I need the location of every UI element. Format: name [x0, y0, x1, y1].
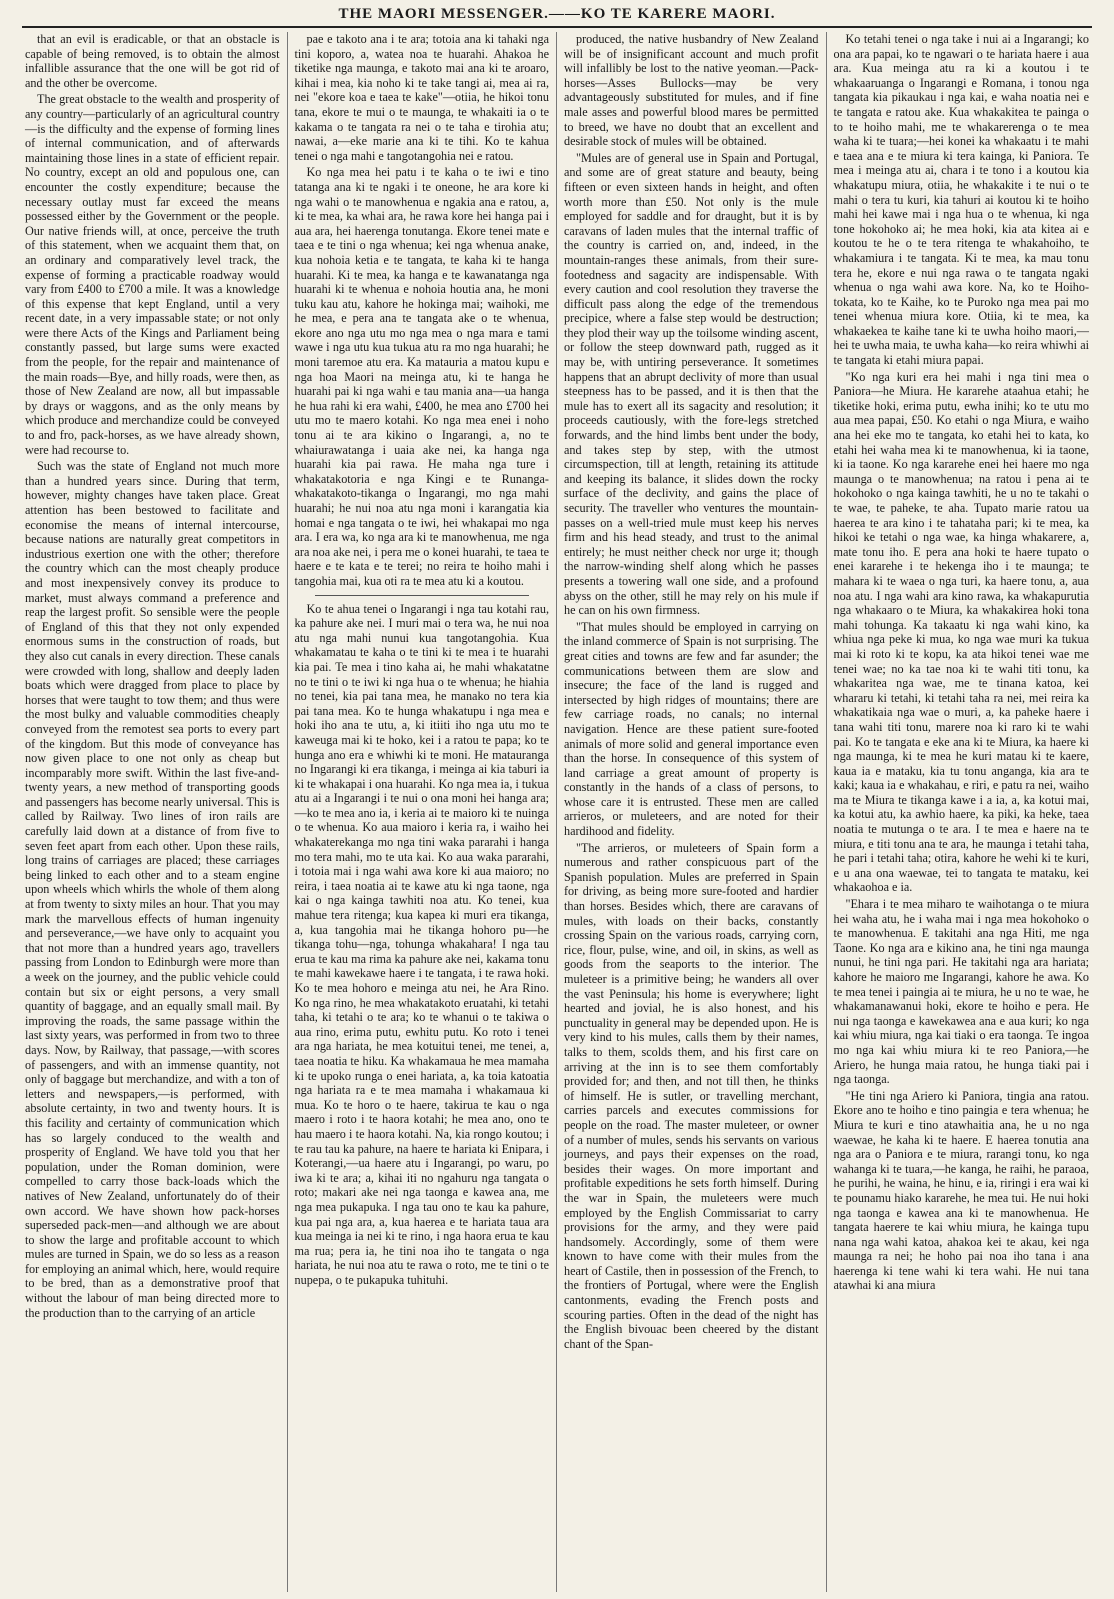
paragraph: The great obstacle to the wealth and prosperity of any country—particularly of an agricultural country—is the difficulty and the expense of forming lines of internal communication, and of afterwards maintaining those lines in a state of efficient repair. No country, except an old and populous one, can encounter the costly expenditure; because the necessary outlay must far exceed the means possessed either by the Government or the people. Our native friends will, at once, perceive the truth of this statement, when we acquaint them that, on an ordinary and comparatively level track, the expense of forming a practicable roadway would vary from £400 to £700 a mile. It was a knowledge of this expense that kept England, until a very recent date, in a very impassable state; or not only were there Acts of the Kings and Parliament being constantly passed, but large sums were exacted from the people, for the repair and maintenance of the main roads—Bye, and hilly roads, were then, as those of New Zealand are now, all but impassable by drays or waggons, and as the only means by which produce and merchandize could be conveyed to and fro, pack-horses, as we have already shown, were had recourse to. [25, 92, 280, 457]
paragraph: Ko te ahua tenei o Ingarangi i nga tau kotahi rau, ka pahure ake nei. I muri mai o tera wa, he nui noa atu nga mahi nunui kua tangotangohia. Kua whakamatau te kaha o te tini ki te mea i te huarahi kia pai. Te mea i tino kaha ai, he mahi whakatatne no te tini o te iwi ki nga hua o te whenua; he hiahia no tenei, kia pai tana mea, he manako no tera kia pai tana mea. Ko te hunga whakatupu i nga mea e hoki iho ana te utu, a, ki itiiti iho nga utu mo te kaweuga mai ki te hoko, kei i a ratou te papa; ko te hunga ano era e whiwhi ki te moni. He matauranga no Ingarangi ki era tikanga, i meinga ai kia taburi ia ki te whakapai i ona huarahi. Ko nga mea ia, i tukua atu ai a Ingarangi i te nui o ona moni hei hanga ara;—ko te mea ano ia, i keria ai te maioro ki te nuinga o te whenua. Ko aua maioro i keria ra, i waiho hei whakaterekanga mo nga tini waka pararahi i hanga mo tera mahi, mo te uta kai. Ko aua waka pararahi, i totoia mai i nga wahi awa kore ki aua maioro; no reira, i taea noatia ai te kawe atu ki nga taone, nga kai o nga kainga tawhiti noa atu. Ko tenei, kua mahue tera ritenga; kua kapea ki muri era tikanga, a, kua tangohia mai he tikanga hohoro pu—he tikanga tohu—nga, tohunga whakahara! I nga tau erua te kau ma rima ka pahure ake nei, kakama tonu te mahi kawekawe haere i te tangata, i te rawa hoki. Ko te mea hohoro e meinga atu nei, he Ara Rino. Ko nga rino, he mea whakatakoto eruatahi, ki tetahi taha, ki tetahi o te ara; ko te whanui o te takiwa o aua rino, erima putu, ewhitu putu. Ko roto i tenei ara nga hariata, he mea kotuitui tenei, me tenei, a, taea noatia te hiku. Ka whakamaua he mea mamaha ki te upoko runga o enei hariata, a, ka toia katoatia nga hariata ra e te mea mamaha i whakamaua ki mua. Ko te horo o te haere, takirua te kau o nga maero i roto i te haora kotahi; he mea ano, ono te hau maero i te haora kotahi. Na, kia rongo koutou; i te rau tau ka pahure, na haere te hariata ki Enipara, i Koterangi,—ua haere atu i Ingarangi, po waru, po iwa ki te ara; a, kihai iti no ngahuru nga tangata o roto; makari ake nei nga taonga e kawea ana, me nga mea pukapuka. I nga tau ono te kau ka pahure, kua pai nga ara, a, kua haerea e te hariata taua ara kua meinga ia nei ki te rino, i nga haora erua te kau ma rua; pera ia, he tini noa iho te tangata o nga hariata, he nui noa atu te rawa o roto, me te tini o te nupepa, o te pukapuka tuhituhi. [294, 601, 549, 1287]
paragraph: "Mules are of general use in Spain and Portugal, and some are of great stature and beauty, being fifteen or even sixteen hands in height, and often worth more than £50. Not only is the mule employed for saddle and for draught, but it is by caravans of laden mules that the internal traffic of the country is carried on, and, indeed, in the mountain-ranges these animals, from their sure-footedness and sagacity are indispensable. With every caution and cool resolution they traverse the difficult pass along the edge of the tremendous precipice, where a false step would be destruction; they plod their way up the toilsome winding ascent, or follow the steep downward path, rugged as it may be, with untiring perseverance. It sometimes happens that an abrupt declivity of more than usual steepness has to be passed, and it is then that the mule has to exert all its sagacity and resolution; it proceeds cautiously, with the fore-legs stretched forwards, and the hind limbs bent under the body, and takes step by step, with the utmost circumspection, till at length, retaining its attitude and keeping its balance, it slides down the rocky surface of the declivity, and gains the place of security. The traveller who ventures the mountain-passes on a well-tried mule must keep his nerves firm and his head steady, and trust to the animal entirely; he must neither check nor urge it; though the narrow-winding shelf along which he passes presents a towering wall one side, and a profound abyss on the other, still he may rely on his mule if he can on his own firmness. [564, 150, 819, 618]
paragraph: Such was the state of England not much more than a hundred years since. During that term, however, mighty changes have taken place. Great attention has been bestowed to facilitate and economise the means of internal intercourse, because nations are naturally great competitors in industrious exertion one with the other; therefore the country which can the most cheaply produce and most inexpensively convey its produce to market, must always command a preference and reap the largest profit. So sensible were the people of England of this that they not only expended enormous sums in the construction of roads, but they also cut canals in every direction. These canals were crowded with long, shallow and deeply laden boats which were dragged from place to place by horses that were taught to tow them; and thus were the most bulky and valuable commodities cheaply conveyed from the remotest sea ports to every part of the kingdom. But this mode of conveyance has now given place to one not only as cheap but incomparably more swift. Within the last five-and-twenty years, a new method of transporting goods and passengers has become nearly universal. This is called by Railway. Two lines of iron rails are carefully laid down at a distance of from five to seven feet apart from each other. Upon these rails, long trains of carriages are placed; these carriages being linked to each other and to a steam engine upon wheels which whirls the whole of them along at from twenty to sixty miles an hour. That you may mark the marvellous effects of human ingenuity and perseverance,—we have only to acquaint you that not more than a hundred years ago, travellers passing from London to Edinburgh were more than a week on the journey, and the public vehicle could contain but six or eight persons, a very small quantity of baggage, and an equally small mail. By improving the roads, the same passage within the last sixty years, was performed in from two to three days. Now, by Railway, that passage,—with scores of passengers, and with an immense quantity, not only of baggage but merchandize, and with a ton of letters and newspapers,—is performed, with absolute certainty, in two and twenty hours. It is this facility and certainty of communication which has so largely conduced to the wealth and prosperity of England. We have told you that her population, under the Roman dominion, were compelled to carry those back-loads which the natives of New Zealand, unfortunately do of their own accord. We have shown how pack-horses superseded pack-men—and although we are about to show the large and profitable account to which mules are turned in Spain, we do so less as a reason for employing an animal which, here, would require to be bred, than as a demonstrative proof that without the labour of man being directed more to the production than to the carrying of an article [25, 459, 280, 1320]
paragraph: "That mules should be employed in carrying on the inland commerce of Spain is not surprising. The great cities and towns are few and far asunder; the communications between them are slow and insecure; the face of the land is rugged and intersected by high ridges of mountains; there are few carriage roads, no canals; no internal navigation. Hence are these patient sure-footed animals of more solid and general importance even than the horse. In consequence of this system of land carriage a great amount of property is constantly in the hands of a class of persons, to whose care it is entrusted. These men are called arrieros, or muleteers, and are noted for their hardihood and fidelity. [564, 619, 819, 839]
paragraph: Ko tetahi tenei o nga take i nui ai a Ingarangi; ko ona ara papai, ko te ngawari o te hariata haere i aua ara. Kua meinga atu ra ki a koutou i te whakaaruanga o Ingarangi e Romana, i tonou nga tangata kia pikaukau i nga kai, e waha noatia nei e te tangata e ratou ake. Kua whakakitea te painga o to te hoiho mahi, me te whakarerenga o te mea waha ki te tuara;—hei konei ka whakaatu i te mahi e taea ana e te miura ki tera kainga, ki Paniora. Te mea i meinga atu ai, chara i te tono i a koutou kia whakatupu miura, otiia, he whakakite i te nui o te mahi o tera tu kuri, kia tahuri ai koutou ki te hoiho mahi hei kawe mai i nga hua o te whenua, ki nga tone hokohoko ai; he mea hoki, kia ata kitea ai e koutou te he o te tera ritenga te whakahoiho, te whakamiura i te tangata. Ki te mea, ka mau tonu tera he, ekore e nui nga rawa o te tangata ngaki whenua o nga wahi awa kore. Na, ko te Hoiho-tokata, ko te Kaihe, ko te Puroko nga mea pai mo tenei whenua miura kore. Otiia, ki te mea, ka whakaekea te kaihe tane ki te uwha hoiho maori,—hei te uwha maia, te uwha kaha—ko reira whiwhi ai te tangata ki etahi miura papai. [833, 32, 1089, 368]
paragraph: "Ko nga kuri era hei mahi i nga tini mea o Paniora—he Miura. He kararehe ataahua etahi; he tiketike hoki, erima putu, ewha inihi; ko te utu mo aua mea papai, £50. Ko etahi o nga Miura, e waiho ana hei eke mo te tangata, ko etahi hei to kata, ko etahi hei waha mea ki te manowhenua, ki ia taone, ki ia taone. Ko nga kararehe enei hei haere mo nga maunga o te manowhenua; na ratou i pena ai te hokohoko o nga kainga tawhiti, he u no te takahi o te wae, te paheke, te aha. Tupato marie ratou ua haerea te ara kino i te tahataha pari; ki te mea, ka hikoi ke tetahi o nga wae, ka hinga whakarere, a, mate tonu iho. E pera ana hoki te haere tupato o enei kararehe i te hekenga iho i te maunga; te mahara ki te waea o nga turi, ka haere tonu, a, aua noa atu. I nga wahi ara kino rawa, ka whakapurutia nga whakaaro o te Miura, ka whakakirea hoki tona mahi tohunga. Ka takaatu ki nga wahi kino, ka whiua nga peke ki mua, ko nga wae muri ka tukua mai ki roto ki te kopu, ka ata hikoi tenei wae me tenei wae; no ka tae noa ki te wahi titi tonu, ka whakaritea nga wae, me te tinana katoa, kei whararu ki tetahi, ki tetahi taha ra nei, mei reira ka whakatikaia nga wae o muri, a, ka paheke haere i tana wahi titi tonu, marere noa ki raro ki te wahi pai. Ko te tangata e eke ana ki te Miura, ka haere ki nga maunga, ki te mea he kuri matau ki te kaere, kaua ia e mataku, kia tu tonu anganga, kia ara te kaki; kaua ia e whakahau, e riri, e patu ra nei, waiho ma te Miura te tikanga kawe i a ia, a, ka kotui mai, ka kotui atu, ka awhio haere, ka piki, ka heke, taea noatia te mutunga o te ara. I te mea e haere na te miura, e titi tonu ana te ara, he maunga i tetahi taha, he pari i tetahi taha; otira, kahore he wehi ki te kuri, e u ana ona waewae, tei to tangata te mataku, kei whakaohoa e ia. [833, 369, 1089, 895]
paragraph: "Ehara i te mea miharo te waihotanga o te miura hei waha atu, he i waha mai i nga mea hokohoko o te manowhenua. E takitahi ana nga Hiti, me nga Taone. Ko nga ara e kikino ana, he tini nga maunga nunui, he tini nga pari. He takitahi nga ara hariata; kahore he maioro me Ingarangi, kahore he awa. Ko te mea tenei i paingia ai te miura, he u no te wae, he whakamanawanui hoki, ekore te hoiho e pera. He nui nga taonga e kawekawea ana e aua kuri; ko nga kai whiu miura, nga kai tiaki o era taonga. Te ingoa mo nga kai whiu miura ki te reo Paniora,—he Ariero, he hunga maia ratou, he hunga tiaki pai i nga taonga. [833, 897, 1089, 1087]
section-divider [315, 595, 530, 596]
paragraph: produced, the native husbandry of New Zealand will be of insignificant account and much profit will infallibly be lost to the native yeoman.—Pack-horses—Asses Bullocks—may be very advantageously substituted for mules, and if fine male asses and powerful blood mares be permitted to breed, we have no doubt that an excellent and desirable stock of mules will be obtained. [564, 32, 819, 149]
column-1 [18, 32, 288, 1592]
paragraph: "He tini nga Ariero ki Paniora, tingia ana ratou. Ekore ano te hoiho e tino paingia e tera whenua; he Miura te kuri e tino atawhaitia ana, he u no nga waewae, he kaha ki te haere. E haerea tonutia ana nga ara o Paniora e te miura, rarangi tonu, ko nga wahanga ki te tuara,—he kanga, he raihi, he paraoa, he purihi, he waina, he hinu, e ia, riringi i era wai ki te pounamu hiako kararehe, he mea tui. He nui hoki nga taonga e kawea ana ki te manowhenua. He tangata haerere te kai whiu miura, he kainga tupu nana nga wahi katoa, ahakoa kei te akau, kei nga maunga ra nei; he hoho pai noa iho tana i ana haerenga ki tene wahi ki tera wahi. He nui tana atawhai ki ana miura [833, 1088, 1089, 1293]
paragraph: "The arrieros, or muleteers of Spain form a numerous and rather conspicuous part of the Spanish population. Mules are preferred in Spain for driving, as being more sure-footed and hardier than horses. Besides which, there are caravans of mules, with loads on their backs, constantly crossing Spain on the various roads, carrying corn, rice, flour, pulse, wine, and oil, in skins, as well as goods from the seaports to the interior. The muleteer is a primitive being; he wanders all over the vast Peninsula; his home is everywhere; light hearted and jovial, he is also honest, and his punctuality in general may be depended upon. He is very kind to his mules, calls them by their names, talks to them, scolds them, and his first care on arriving at the inn is to see them comfortably provided for; and then, and not till then, he thinks of himself. He is sutler, or travelling merchant, carries parcels and executes commissions for people on the road. The master muleteer, or owner of a number of mules, sends his servants on various journeys, and pays their expenses on the road, besides their wages. On more important and profitable expeditions he sets forth himself. During the war in Spain, the muleteers were much employed by the English Commissariat to carry provisions for the army, and they were paid handsomely. Accordingly, some of them were known to have come with their mules from the heart of Castile, then in possession of the French, to the frontiers of Portugal, where were the English cantonments, evading the French posts and scouring parties. Often in the dead of the night has the English bivouac been cheered by the distant chant of the Span- [564, 840, 819, 1351]
column-3 [557, 32, 827, 1592]
column-4 [827, 32, 1097, 1592]
paragraph: pae e takoto ana i te ara; totoia ana ki tahaki nga tini koporo, a, watea noa te huarahi. Ahakoa he tiketike nga maunga, e takoto mai ana ki te aroaro, kihai i mea, kia noho ki te take tangi ai, mea ai ra, nei "ekore koa e taea te kake"—otiia, he hikoi tonu tana, ekore te mui o te maunga, te whakaiti ia o te kakama o te tangata ra nei o te taha e tirohia atu; nawai, a—eke marie ana ki te tihi. Ko te kahua tenei o nga mahi e tangotangohia nei e ratou. [294, 32, 549, 163]
paragraph: that an evil is eradicable, or that an obstacle is capable of being removed, is to obtain the almost infallible assurance that the one will be got rid of and the other be overcome. [25, 32, 280, 90]
column-2 [288, 32, 558, 1592]
article-columns [18, 32, 1096, 1592]
page-masthead: THE MAORI MESSENGER.——KO TE KARERE MAORI. [22, 6, 1092, 28]
paragraph: Ko nga mea hei patu i te kaha o te iwi e tino tatanga ana ki te ngaki i te oneone, he ara kore ki nga wahi o te manowhenua e ngakia ana e ratou, a, ki te mea, ka whai ara, he rawa kore hei hanga pai i aua ara, hei haerenga tonutanga. Ekore tenei mate e taea e te tini o nga whenua; kei nga whenua anake, kua nohoia ketia e te tangata, te kaha ki te hanga huarahi. Ki te mea, ka hanga e te kawanatanga nga huarahi ki te whenua e nohoia houtia ana, he moni tuku kau atu, kahore he hokinga mai; waihoki, me he mea, e pera ana te tangata ake o te whenua, ekore ano nga utu mo nga mea o nga mara e tami wawe i nga utu kua tukua atu ra mo nga huarahi; he moni taremoe atu era. Ka matauria a matou kupu e nga hoa Maori na meinga atu, ki te hanga he huarahi pai ki nga wahi e tau mania ana—ua hanga he hua rahi ki era wahi, £400, he mea ano £700 hei utu mo te maero kotahi. Ko nga mea enei i noho tonu ai te ara kikino o Ingarangi, a, no te whaiurawatanga i uaia ake nei, ka hanga nga huarahi kia pai rawa. He maha nga ture i whakatakotoria e nga Kingi e te Runanga-whakatakoto-tikanga o Ingarangi, mo nga mahi huarahi; he nui noa atu nga moni i karangatia kia homai e nga tangata o te iwi, hei whakapai mo nga ara. I era wa, ko nga ara ki te manowhenua, me nga ara noa ake nei, i pera me o konei huarahi, te taea te haere e te kata e te terei; no reira te hoiho mahi i tangohia mai, kua oti ra te mea atu ki a koutou. [294, 165, 549, 588]
